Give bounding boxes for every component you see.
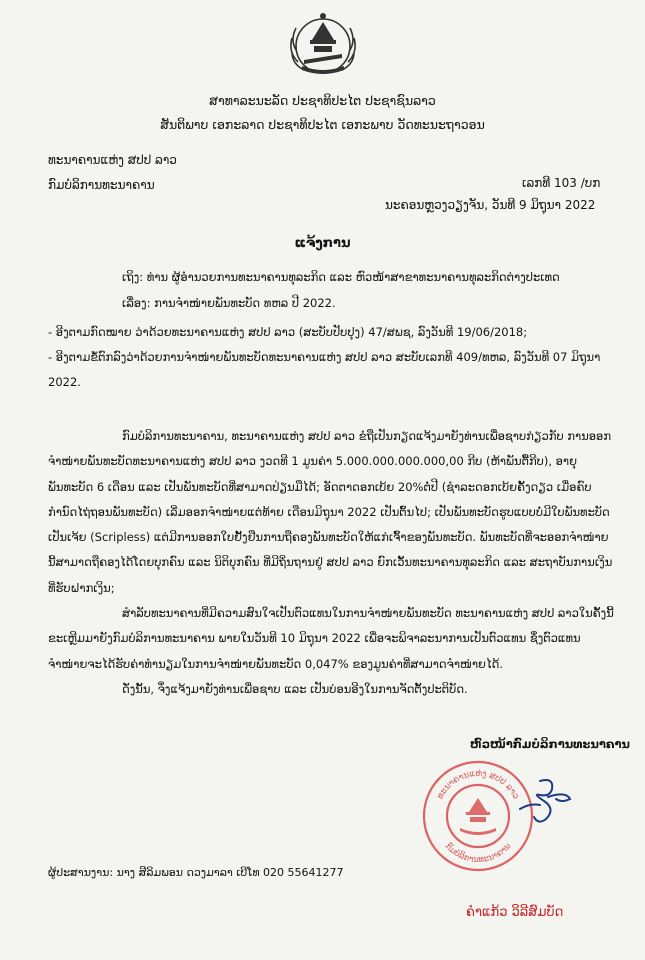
legal-references — [48, 320, 616, 395]
stamp-text-top: ທະນາຄານແຫ່ງ ສປປ ລາວ — [435, 768, 521, 801]
nation-line-2: ສັນຕິພາບ ເອກະລາດ ປະຊາທິປະໄຕ ເອກະພາບ ວັດທະນະຖາວອນ — [160, 117, 485, 132]
nation-line-1: ສາທາລະນະລັດ ປະຊາທິປະໄຕ ປະຊາຊົນລາວ — [209, 93, 436, 108]
body-paragraph: ສຳລັບທະນາຄານທີ່ມີຄວາມສົນໃຈເປັນຕົວແທນໃນການຈຳໜ່າຍພັນທະບັດ ທະນາຄານແຫ່ງ ສປປ ລາວໃນຄັ້ງນີ້ ຂະເຫຼີມມາຍັງກົມບໍລິການທະນາຄານ ພາຍໃນວັນທີ 10 ມິຖຸນາ 2022 ເພື່ອຈະພິຈາລະນາການເປັນຕົວແທນ ຊຶ່ງຕົວແທນຈຳໜ່າຍຈະໄດ້ຮັບຄ່າທຳນຽມໃນການຈຳໜ່າຍພັນທະບັດ 0,047% ຂອງມູນຄ່າທີ່ສາມາດຈຳໜ່າຍໄດ້. — [48, 606, 614, 671]
reference-number: ເລກທີ 103 /ບກ — [522, 176, 601, 190]
reference-item: - ອີງຕາມຂໍ້ຕົກລົງວ່າດ້ວຍການຈຳໜ່າຍພັນທະບັດທະນາຄານແຫ່ງ ສປປ ລາວ ສະບັບເລກທີ 409/ທຫລ, ລົງວັນທີ 07 ມິຖຸນາ 2022. — [48, 350, 601, 389]
stamp-text-bottom: ກົມບໍລິການທະນາຄານ — [442, 841, 514, 866]
national-emblem-icon — [282, 4, 364, 86]
signatory-title: ຫົວໜ້າກົມບໍລິການທະນາຄານ — [470, 737, 630, 751]
place-date: ນະຄອນຫຼວງວຽງຈັນ, ວັນທີ 9 ມິຖຸນາ 2022 — [385, 198, 596, 212]
recipient-line: ເຖິງ: ທ່ານ ຜູ້ອຳນວຍການທະນາຄານທຸລະກິດ ແລະ ຫົວໜ້າສາຂາທະນາຄານທຸລະກິດຕ່າງປະເທດ — [122, 270, 560, 284]
handwritten-signature-icon — [510, 775, 580, 830]
svg-text:ກົມບໍລິການທະນາຄານ — [443, 841, 514, 865]
body-paragraph: ກົມບໍລິການທະນາຄານ, ທະນາຄານແຫ່ງ ສປປ ລາວ ຂໍຖືເປັນກຽດແຈ້ງມາຍັງທ່ານເພື່ອຊາບກ່ຽວກັບ ການອອກຈຳໜ່າຍພັນທະບັດທະນາຄານແຫ່ງ ສປປ ລາວ ງວດທີ 1 ມູນຄ່າ 5.000.000.000.000,00 ກີບ (ຫ້າພັນຕື້ກີບ), ອາຍຸພັນທະບັດ 6 ເດືອນ ແລະ ເປັນພັນທະບັດທີ່ສາມາດປ່ຽນມືໄດ້; ອັດຕາດອກເບ້ຍ 20%ຕໍ່ປີ (ຊຳລະດອກເບ້ຍຄັ້ງດຽວ ເມື່ອຄົບກຳນົດໄຖ່ຖອນພັນທະບັດ) ເລີ່ມອອກຈຳໜ່າຍແຕ່ທ້າຍ ເດືອນມິຖຸນາ 2022 ເປັນຕົ້ນໄປ; ເປັນພັນທະບັດຮູບແບບບໍ່ມີໃບພັນທະບັດເປັນເຈ້ຍ (Scripless) ແຕ່ມີການອອກໃບຢັ້ງຢືນການຖືຄອງພັນທະບັດໃຫ້ແກ່ເຈົ້າຂອງພັນທະບັດ. ພັນທະບັດທີ່ຈະອອກຈຳໜ່າຍນີ້ສາມາດຖືຄອງໄດ້ໂດຍບຸກຄົນ ແລະ ນິຕິບຸກຄົນ ທີ່ມີຖິ່ນຖານຢູ່ ສປປ ລາວ ຍົກເວັ້ນທະນາຄານທຸລະກິດ ແລະ ສະຖາບັນການເງິນທີ່ຮັບຝາກເງິນ; — [48, 429, 613, 595]
department-name: ກົມບໍລິການທະນາຄານ — [48, 178, 155, 192]
body-paragraph: ດັ່ງນັ້ນ, ຈຶ່ງແຈ້ງມາຍັງທ່ານເພື່ອຊາບ ແລະ ເປັນບ່ອນອີງໃນການຈັດຕັ້ງປະຕິບັດ. — [122, 681, 468, 696]
subject-line: ເລື່ອງ: ການຈຳໜ່າຍພັນທະບັດ ທຫລ ປີ 2022. — [122, 296, 336, 310]
contact-person: ຜູ້ປະສານງານ: ນາງ ສີລິມພອນ ດວງມາລາ ເບີໂທ 020 55641277 — [48, 866, 344, 879]
signer-name: ຄຳແກ້ວ ວິລີສົມບັດ — [466, 905, 564, 920]
document-title: ແຈ້ງການ — [294, 236, 351, 251]
document-body — [48, 424, 616, 702]
reference-item: - ອີງຕາມກົດໝາຍ ວ່າດ້ວຍທະນາຄານແຫ່ງ ສປປ ລາວ (ສະບັບປັບປຸງ) 47/ສພຊ, ລົງວັນທີ 19/06/2018; — [48, 325, 528, 339]
organization-name: ທະນາຄານແຫ່ງ ສປປ ລາວ — [48, 153, 177, 167]
